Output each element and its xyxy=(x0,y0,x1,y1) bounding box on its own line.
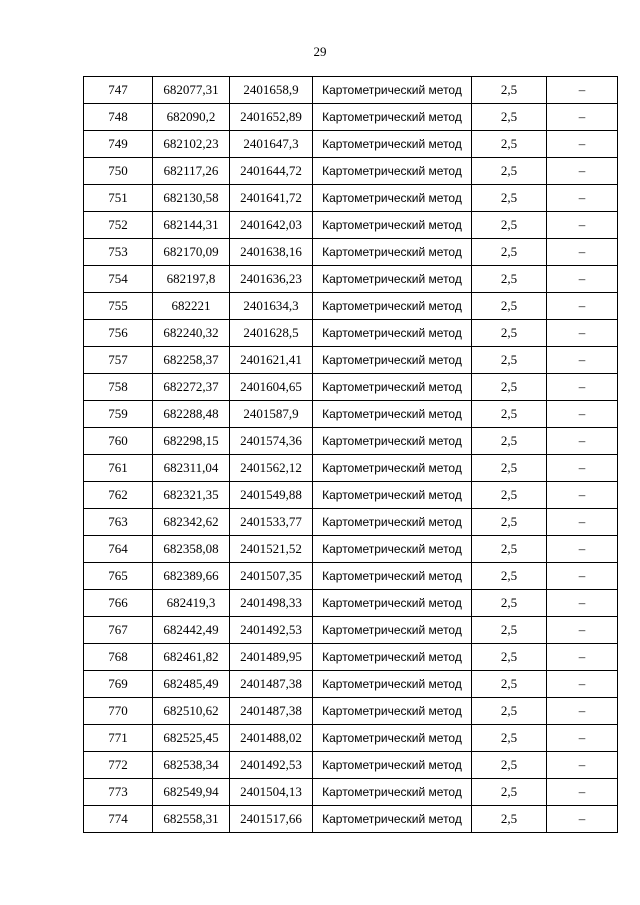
x-coordinate-cell: 682102,23 xyxy=(153,131,230,158)
accuracy-cell: 2,5 xyxy=(472,158,547,185)
accuracy-cell: 2,5 xyxy=(472,77,547,104)
y-coordinate-cell: 2401636,23 xyxy=(230,266,313,293)
x-coordinate-cell: 682240,32 xyxy=(153,320,230,347)
accuracy-cell: 2,5 xyxy=(472,536,547,563)
point-number-cell: 749 xyxy=(84,131,153,158)
coordinates-table-body xyxy=(84,77,618,833)
point-number-cell: 757 xyxy=(84,347,153,374)
coordinates-table xyxy=(83,76,618,833)
table-row xyxy=(84,131,618,158)
note-cell: – xyxy=(547,239,618,266)
note-cell: – xyxy=(547,671,618,698)
note-cell: – xyxy=(547,320,618,347)
x-coordinate-cell: 682197,8 xyxy=(153,266,230,293)
method-cell: Картометрический метод xyxy=(313,428,472,455)
method-cell: Картометрический метод xyxy=(313,374,472,401)
method-cell: Картометрический метод xyxy=(313,806,472,833)
x-coordinate-cell: 682170,09 xyxy=(153,239,230,266)
table-row xyxy=(84,617,618,644)
y-coordinate-cell: 2401658,9 xyxy=(230,77,313,104)
note-cell: – xyxy=(547,536,618,563)
table-row xyxy=(84,293,618,320)
table-row xyxy=(84,185,618,212)
accuracy-cell: 2,5 xyxy=(472,293,547,320)
table-row xyxy=(84,239,618,266)
x-coordinate-cell: 682321,35 xyxy=(153,482,230,509)
y-coordinate-cell: 2401638,16 xyxy=(230,239,313,266)
x-coordinate-cell: 682144,31 xyxy=(153,212,230,239)
note-cell: – xyxy=(547,374,618,401)
y-coordinate-cell: 2401489,95 xyxy=(230,644,313,671)
y-coordinate-cell: 2401498,33 xyxy=(230,590,313,617)
method-cell: Картометрический метод xyxy=(313,671,472,698)
accuracy-cell: 2,5 xyxy=(472,455,547,482)
table-row xyxy=(84,482,618,509)
y-coordinate-cell: 2401487,38 xyxy=(230,671,313,698)
y-coordinate-cell: 2401488,02 xyxy=(230,725,313,752)
x-coordinate-cell: 682130,58 xyxy=(153,185,230,212)
note-cell: – xyxy=(547,617,618,644)
point-number-cell: 773 xyxy=(84,779,153,806)
x-coordinate-cell: 682510,62 xyxy=(153,698,230,725)
accuracy-cell: 2,5 xyxy=(472,185,547,212)
x-coordinate-cell: 682538,34 xyxy=(153,752,230,779)
y-coordinate-cell: 2401492,53 xyxy=(230,752,313,779)
table-row xyxy=(84,725,618,752)
accuracy-cell: 2,5 xyxy=(472,509,547,536)
y-coordinate-cell: 2401634,3 xyxy=(230,293,313,320)
y-coordinate-cell: 2401621,41 xyxy=(230,347,313,374)
accuracy-cell: 2,5 xyxy=(472,239,547,266)
point-number-cell: 763 xyxy=(84,509,153,536)
x-coordinate-cell: 682558,31 xyxy=(153,806,230,833)
x-coordinate-cell: 682342,62 xyxy=(153,509,230,536)
y-coordinate-cell: 2401517,66 xyxy=(230,806,313,833)
accuracy-cell: 2,5 xyxy=(472,104,547,131)
table-row xyxy=(84,779,618,806)
note-cell: – xyxy=(547,590,618,617)
accuracy-cell: 2,5 xyxy=(472,212,547,239)
note-cell: – xyxy=(547,428,618,455)
point-number-cell: 765 xyxy=(84,563,153,590)
x-coordinate-cell: 682258,37 xyxy=(153,347,230,374)
table-row xyxy=(84,536,618,563)
y-coordinate-cell: 2401587,9 xyxy=(230,401,313,428)
accuracy-cell: 2,5 xyxy=(472,374,547,401)
y-coordinate-cell: 2401647,3 xyxy=(230,131,313,158)
y-coordinate-cell: 2401521,52 xyxy=(230,536,313,563)
table-row xyxy=(84,563,618,590)
note-cell: – xyxy=(547,212,618,239)
y-coordinate-cell: 2401642,03 xyxy=(230,212,313,239)
method-cell: Картометрический метод xyxy=(313,239,472,266)
method-cell: Картометрический метод xyxy=(313,185,472,212)
method-cell: Картометрический метод xyxy=(313,77,472,104)
point-number-cell: 752 xyxy=(84,212,153,239)
table-row xyxy=(84,671,618,698)
accuracy-cell: 2,5 xyxy=(472,131,547,158)
method-cell: Картометрический метод xyxy=(313,104,472,131)
method-cell: Картометрический метод xyxy=(313,536,472,563)
point-number-cell: 767 xyxy=(84,617,153,644)
note-cell: – xyxy=(547,77,618,104)
y-coordinate-cell: 2401487,38 xyxy=(230,698,313,725)
y-coordinate-cell: 2401604,65 xyxy=(230,374,313,401)
note-cell: – xyxy=(547,563,618,590)
table-row xyxy=(84,104,618,131)
x-coordinate-cell: 682288,48 xyxy=(153,401,230,428)
accuracy-cell: 2,5 xyxy=(472,725,547,752)
point-number-cell: 762 xyxy=(84,482,153,509)
point-number-cell: 756 xyxy=(84,320,153,347)
x-coordinate-cell: 682311,04 xyxy=(153,455,230,482)
table-row xyxy=(84,698,618,725)
note-cell: – xyxy=(547,779,618,806)
point-number-cell: 768 xyxy=(84,644,153,671)
accuracy-cell: 2,5 xyxy=(472,266,547,293)
x-coordinate-cell: 682117,26 xyxy=(153,158,230,185)
note-cell: – xyxy=(547,725,618,752)
method-cell: Картометрический метод xyxy=(313,347,472,374)
table-row xyxy=(84,212,618,239)
y-coordinate-cell: 2401549,88 xyxy=(230,482,313,509)
y-coordinate-cell: 2401504,13 xyxy=(230,779,313,806)
x-coordinate-cell: 682389,66 xyxy=(153,563,230,590)
accuracy-cell: 2,5 xyxy=(472,644,547,671)
accuracy-cell: 2,5 xyxy=(472,347,547,374)
method-cell: Картометрический метод xyxy=(313,617,472,644)
table-row xyxy=(84,158,618,185)
point-number-cell: 759 xyxy=(84,401,153,428)
table-row xyxy=(84,509,618,536)
accuracy-cell: 2,5 xyxy=(472,401,547,428)
y-coordinate-cell: 2401507,35 xyxy=(230,563,313,590)
x-coordinate-cell: 682358,08 xyxy=(153,536,230,563)
x-coordinate-cell: 682077,31 xyxy=(153,77,230,104)
accuracy-cell: 2,5 xyxy=(472,752,547,779)
method-cell: Картометрический метод xyxy=(313,725,472,752)
x-coordinate-cell: 682485,49 xyxy=(153,671,230,698)
method-cell: Картометрический метод xyxy=(313,482,472,509)
table-row xyxy=(84,455,618,482)
method-cell: Картометрический метод xyxy=(313,401,472,428)
note-cell: – xyxy=(547,266,618,293)
table-row xyxy=(84,347,618,374)
x-coordinate-cell: 682090,2 xyxy=(153,104,230,131)
table-row xyxy=(84,644,618,671)
x-coordinate-cell: 682419,3 xyxy=(153,590,230,617)
x-coordinate-cell: 682442,49 xyxy=(153,617,230,644)
point-number-cell: 761 xyxy=(84,455,153,482)
accuracy-cell: 2,5 xyxy=(472,671,547,698)
accuracy-cell: 2,5 xyxy=(472,698,547,725)
point-number-cell: 771 xyxy=(84,725,153,752)
note-cell: – xyxy=(547,158,618,185)
point-number-cell: 753 xyxy=(84,239,153,266)
note-cell: – xyxy=(547,482,618,509)
y-coordinate-cell: 2401562,12 xyxy=(230,455,313,482)
y-coordinate-cell: 2401644,72 xyxy=(230,158,313,185)
accuracy-cell: 2,5 xyxy=(472,563,547,590)
method-cell: Картометрический метод xyxy=(313,158,472,185)
method-cell: Картометрический метод xyxy=(313,752,472,779)
method-cell: Картометрический метод xyxy=(313,212,472,239)
note-cell: – xyxy=(547,698,618,725)
point-number-cell: 760 xyxy=(84,428,153,455)
point-number-cell: 750 xyxy=(84,158,153,185)
table-row xyxy=(84,374,618,401)
table-row xyxy=(84,320,618,347)
accuracy-cell: 2,5 xyxy=(472,428,547,455)
table-row xyxy=(84,806,618,833)
table-row xyxy=(84,401,618,428)
table-row xyxy=(84,752,618,779)
method-cell: Картометрический метод xyxy=(313,455,472,482)
x-coordinate-cell: 682549,94 xyxy=(153,779,230,806)
method-cell: Картометрический метод xyxy=(313,266,472,293)
point-number-cell: 770 xyxy=(84,698,153,725)
method-cell: Картометрический метод xyxy=(313,293,472,320)
point-number-cell: 769 xyxy=(84,671,153,698)
note-cell: – xyxy=(547,131,618,158)
point-number-cell: 748 xyxy=(84,104,153,131)
y-coordinate-cell: 2401641,72 xyxy=(230,185,313,212)
point-number-cell: 754 xyxy=(84,266,153,293)
note-cell: – xyxy=(547,347,618,374)
note-cell: – xyxy=(547,104,618,131)
point-number-cell: 766 xyxy=(84,590,153,617)
note-cell: – xyxy=(547,293,618,320)
accuracy-cell: 2,5 xyxy=(472,320,547,347)
point-number-cell: 774 xyxy=(84,806,153,833)
accuracy-cell: 2,5 xyxy=(472,482,547,509)
method-cell: Картометрический метод xyxy=(313,563,472,590)
y-coordinate-cell: 2401533,77 xyxy=(230,509,313,536)
point-number-cell: 755 xyxy=(84,293,153,320)
accuracy-cell: 2,5 xyxy=(472,617,547,644)
y-coordinate-cell: 2401574,36 xyxy=(230,428,313,455)
method-cell: Картометрический метод xyxy=(313,509,472,536)
table-row xyxy=(84,428,618,455)
x-coordinate-cell: 682272,37 xyxy=(153,374,230,401)
method-cell: Картометрический метод xyxy=(313,131,472,158)
point-number-cell: 758 xyxy=(84,374,153,401)
point-number-cell: 747 xyxy=(84,77,153,104)
x-coordinate-cell: 682461,82 xyxy=(153,644,230,671)
method-cell: Картометрический метод xyxy=(313,644,472,671)
table-row xyxy=(84,77,618,104)
note-cell: – xyxy=(547,401,618,428)
method-cell: Картометрический метод xyxy=(313,590,472,617)
note-cell: – xyxy=(547,509,618,536)
point-number-cell: 751 xyxy=(84,185,153,212)
method-cell: Картометрический метод xyxy=(313,779,472,806)
table-row xyxy=(84,590,618,617)
page-number: 29 xyxy=(313,44,327,59)
accuracy-cell: 2,5 xyxy=(472,779,547,806)
x-coordinate-cell: 682221 xyxy=(153,293,230,320)
note-cell: – xyxy=(547,185,618,212)
x-coordinate-cell: 682525,45 xyxy=(153,725,230,752)
method-cell: Картометрический метод xyxy=(313,320,472,347)
note-cell: – xyxy=(547,455,618,482)
note-cell: – xyxy=(547,752,618,779)
accuracy-cell: 2,5 xyxy=(472,590,547,617)
table-row xyxy=(84,266,618,293)
y-coordinate-cell: 2401628,5 xyxy=(230,320,313,347)
point-number-cell: 764 xyxy=(84,536,153,563)
note-cell: – xyxy=(547,644,618,671)
method-cell: Картометрический метод xyxy=(313,698,472,725)
point-number-cell: 772 xyxy=(84,752,153,779)
x-coordinate-cell: 682298,15 xyxy=(153,428,230,455)
y-coordinate-cell: 2401652,89 xyxy=(230,104,313,131)
note-cell: – xyxy=(547,806,618,833)
y-coordinate-cell: 2401492,53 xyxy=(230,617,313,644)
accuracy-cell: 2,5 xyxy=(472,806,547,833)
